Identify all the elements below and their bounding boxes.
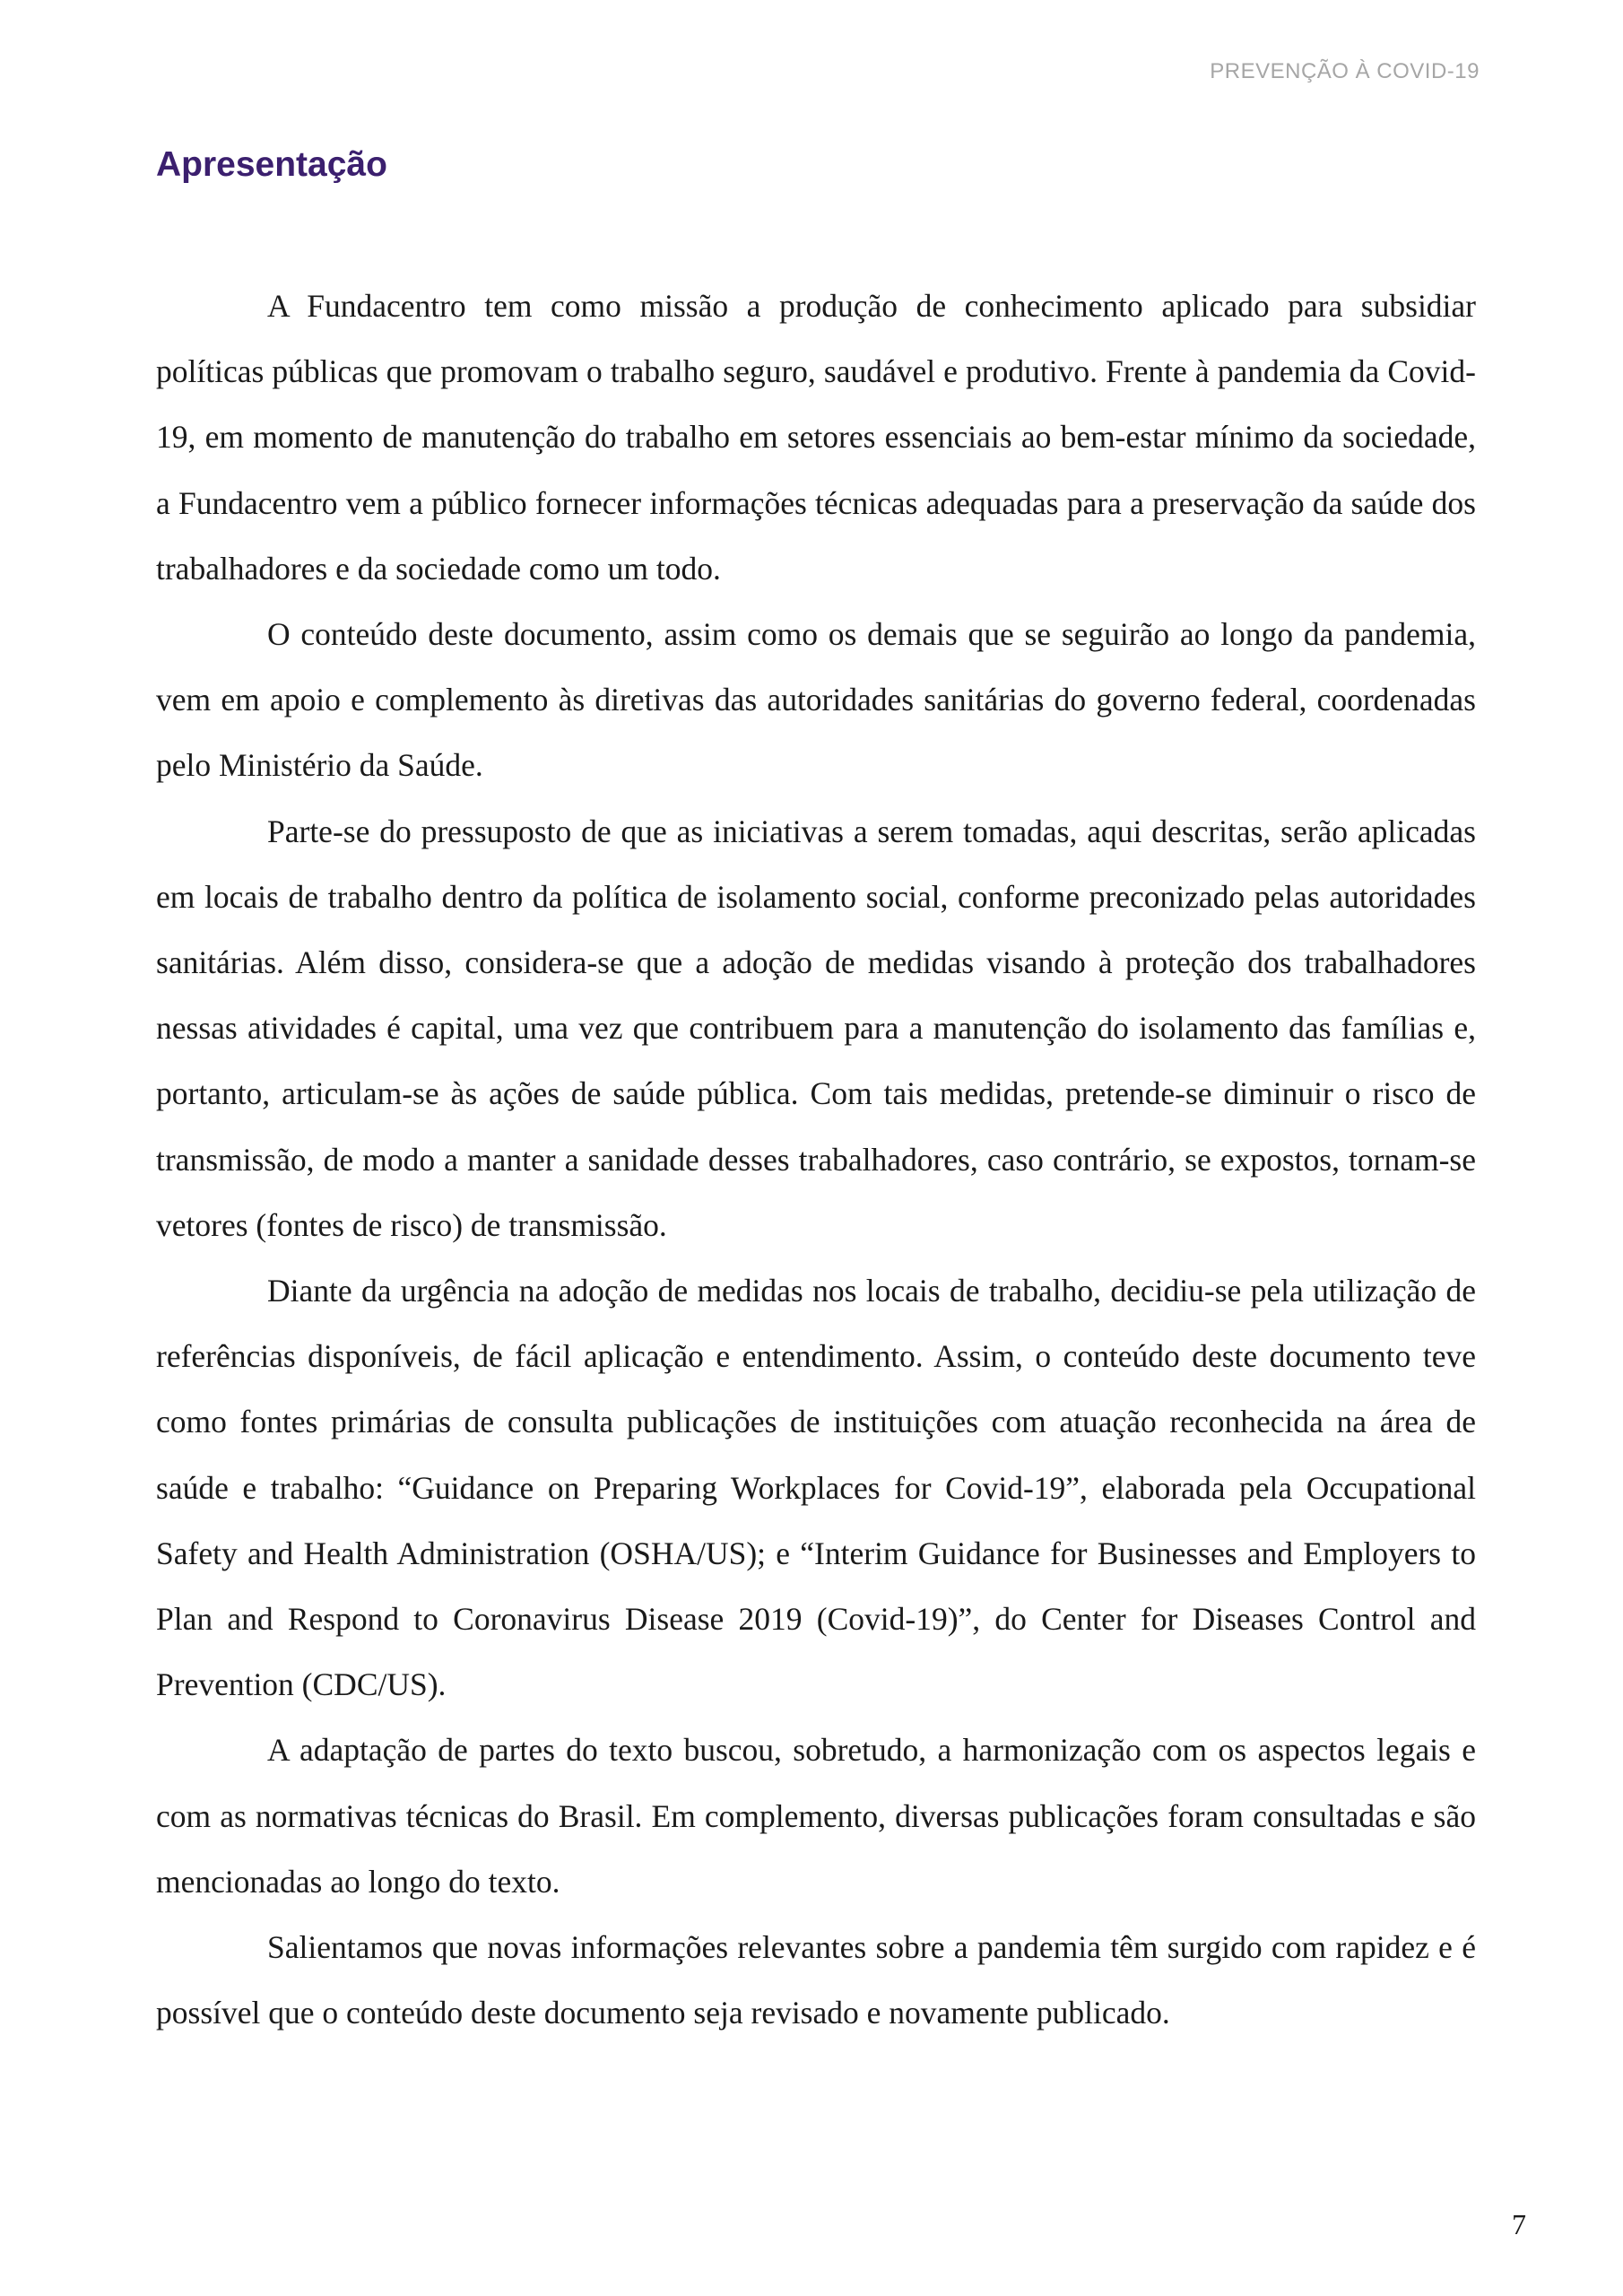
paragraph-mission: A Fundacentro tem como missão a produção de conhecimento aplicado para subsidiar políticas públicas que promovam o trabalho seguro, saudável e produtivo. Frente à pandemia da Covid-19, em momento de manutenção do trabalho em setores essenciais ao bem-estar mínimo da sociedade, a Fundacentro vem a público fornecer informações técnicas adequadas para a preservação da saúde dos trabalhadores e da sociedade como um todo. [156,288,1476,587]
paragraph-premise: Parte-se do pressuposto de que as iniciativas a serem tomadas, aqui descritas, serão aplicadas em locais de trabalho dentro da política de isolamento social, conforme preconizado pelas autoridades sanitárias. Além disso, considera-se que a adoção de medidas visando à proteção dos trabalhadores nessas atividades é capital, uma vez que contribuem para a manutenção do isolamento das famílias e, portanto, articulam-se às ações de saúde pública. Com tais medidas, pretende-se diminuir o risco de transmissão, de modo a manter a sanidade desses trabalhadores, caso contrário, se expostos, tornam-se vetores (fontes de risco) de transmissão. [156,813,1476,1243]
running-header: PREVENÇÃO À COVID-19 [1210,59,1480,83]
paragraph-sources: Diante da urgência na adoção de medidas nos locais de trabalho, decidiu-se pela utilização de referências disponíveis, de fácil aplicação e entendimento. Assim, o conteúdo deste documento teve como fontes primárias de consulta publicações de instituições com atuação reconhecida na área de saúde e trabalho: “Guidance on Preparing Workplaces for Covid-19”, elaborada pela Occupational Safety and Health Administration (OSHA/US); e “Interim Guidance for Businesses and Employers to Plan and Respond to Coronavirus Disease 2019 (Covid-19)”, do Center for Diseases Control and Prevention (CDC/US). [156,1273,1476,1703]
paragraph-scope: O conteúdo deste documento, assim como os demais que se seguirão ao longo da pandemia, vem em apoio e complemento às diretivas das autoridades sanitárias do governo federal, coordenadas pelo Ministério da Saúde. [156,616,1476,784]
paragraph-adaptation: A adaptação de partes do texto buscou, sobretudo, a harmonização com os aspectos legais e com as normativas técnicas do Brasil. Em complemento, diversas publicações foram consultadas e são mencionadas ao longo do texto. [156,1732,1476,1900]
page-number: 7 [1512,2208,1526,2240]
section-title: Apresentação [156,145,387,184]
paragraph-revision-note: Salientamos que novas informações relevantes sobre a pandemia têm surgido com rapidez e é possível que o conteúdo deste documento seja revisado e novamente publicado. [156,1929,1476,2031]
body-text [156,274,1476,2046]
